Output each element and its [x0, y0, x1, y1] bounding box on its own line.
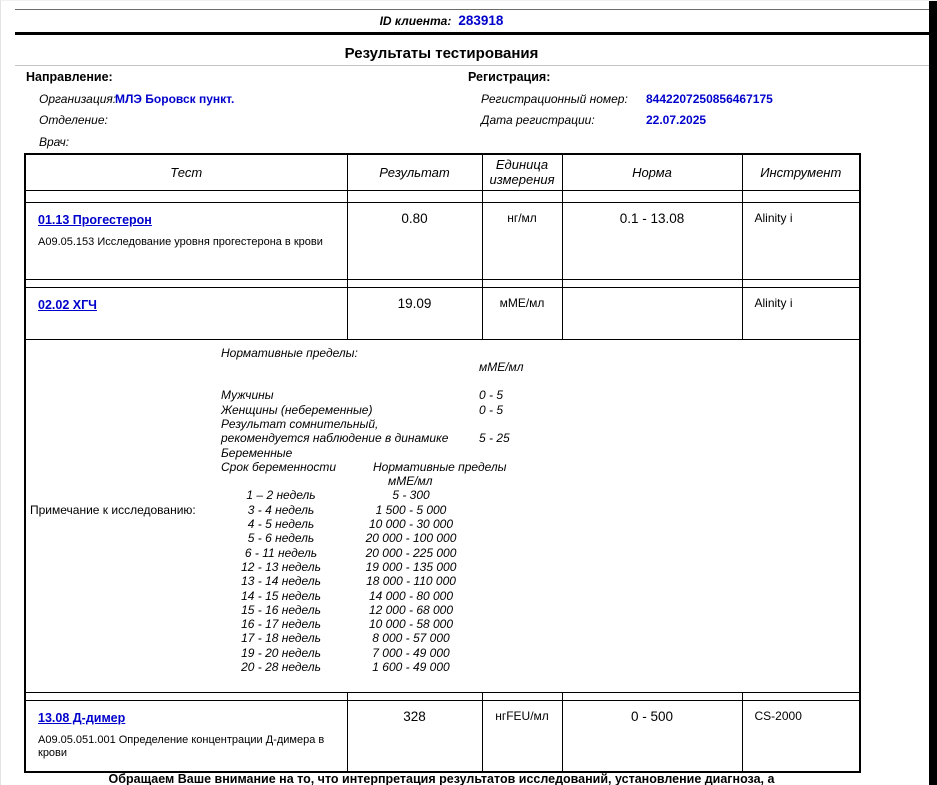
weeks: 4 - 5 недель — [247, 517, 315, 532]
limit-line — [221, 388, 859, 402]
range: 7 000 - 49 000 — [372, 645, 450, 660]
limit-line — [221, 403, 859, 417]
page-title: Результаты тестирования — [344, 45, 539, 62]
results-table — [24, 153, 861, 773]
limit-line — [221, 417, 859, 431]
title-underline-rule — [15, 65, 930, 66]
pregnancy-row — [221, 574, 859, 588]
limit-range: 0 - 5 — [479, 402, 504, 417]
test-cell — [25, 202, 347, 279]
registration-number-value: 8442207250856467175 — [646, 91, 773, 106]
table-row-hcg — [25, 287, 860, 339]
unit-value: нгFEU/мл — [482, 700, 562, 772]
spacer-row — [25, 190, 860, 202]
meta-section — [24, 67, 859, 153]
note-cell — [25, 339, 860, 692]
pregnancy-row — [221, 617, 859, 631]
registration-date-value: 22.07.2025 — [646, 113, 707, 127]
col-header-norm: Норма — [562, 154, 742, 190]
norm-value: 0.1 - 13.08 — [562, 202, 742, 279]
limits-unit-line — [221, 360, 859, 374]
test-cell — [25, 287, 347, 339]
instrument-value: Alinity i — [742, 202, 860, 279]
weeks: 5 - 6 недель — [247, 531, 315, 546]
pregnancy-unit: мМЕ/мл — [388, 474, 433, 489]
limit-name: Женщины (небеременные) — [221, 402, 373, 417]
note-row — [25, 339, 860, 692]
range: 19 000 - 135 000 — [365, 559, 457, 574]
test-cell — [25, 700, 347, 772]
weeks: 16 - 17 недель — [241, 617, 321, 632]
doctor-label: Врач: — [39, 134, 70, 149]
direction-section-label: Направление: — [26, 70, 113, 84]
pregnancy-row — [221, 589, 859, 603]
department-label: Отделение: — [39, 113, 108, 127]
spacer-row — [25, 692, 860, 700]
test-link[interactable]: 13.08 Д-димер — [38, 710, 126, 725]
instrument-value: Alinity i — [742, 287, 860, 339]
range: 10 000 - 58 000 — [368, 617, 454, 632]
limit-line — [221, 446, 859, 460]
range: 5 - 300 — [392, 488, 430, 503]
registration-number-row — [466, 89, 773, 111]
weeks: 20 - 28 недель — [241, 660, 321, 675]
limit-range: 0 - 5 — [479, 388, 504, 403]
pregnancy-row — [221, 531, 859, 545]
limit-name: рекомендуется наблюдение в динамике — [221, 431, 449, 446]
range: 20 000 - 100 000 — [365, 531, 457, 546]
department-row — [24, 110, 234, 132]
blank-line — [221, 374, 859, 388]
limits-unit: мМЕ/мл — [479, 359, 524, 374]
result-value: 328 — [347, 700, 482, 772]
col-header-result: Результат — [347, 154, 482, 190]
client-id-row — [24, 13, 859, 28]
pregnancy-col1-header: Срок беременности — [221, 459, 337, 474]
pregnancy-row — [221, 646, 859, 660]
range: 18 000 - 110 000 — [366, 574, 456, 589]
weeks: 19 - 20 недель — [241, 645, 321, 660]
footer-disclaimer: Обращаем Ваше внимание на то, что интерпретация результатов исследований, установление диагноза, а — [108, 772, 775, 785]
header-divider-rule — [15, 32, 930, 35]
organization-value: МЛЭ Боровск пункт. — [115, 91, 235, 106]
weeks: 15 - 16 недель — [241, 602, 321, 617]
spacer-row — [25, 279, 860, 287]
registration-date-row — [466, 110, 773, 132]
note-content — [221, 340, 859, 675]
limit-name: Результат сомнительный, — [221, 416, 379, 431]
col-header-unit: Единица измерения — [482, 154, 562, 190]
test-description: А09.05.051.001 Определение концентрации Д-димера в крови — [38, 733, 325, 759]
weeks: 6 - 11 недель — [244, 545, 318, 560]
pregnancy-row — [221, 660, 859, 674]
pregnancy-row — [221, 603, 859, 617]
range: 14 000 - 80 000 — [368, 588, 454, 603]
weeks: 1 – 2 недель — [246, 488, 316, 503]
weeks: 12 - 13 недель — [241, 559, 321, 574]
unit-value: мМЕ/мл — [482, 287, 562, 339]
client-id-label: ID клиента: — [379, 14, 452, 28]
pregnancy-row — [221, 488, 859, 502]
test-description: А09.05.153 Исследование уровня прогестерона в крови — [38, 235, 323, 248]
range: 1 600 - 49 000 — [372, 660, 450, 675]
registration-block — [466, 67, 773, 132]
note-label: Примечание к исследованию: — [30, 502, 196, 517]
limit-name: Беременные — [221, 445, 293, 460]
registration-date-label: Дата регистрации: — [481, 113, 595, 127]
pregnancy-row — [221, 503, 859, 517]
norm-value: 0 - 500 — [562, 700, 742, 772]
weeks: 3 - 4 недель — [247, 502, 315, 517]
pregnancy-unit-line — [221, 474, 859, 488]
limit-line — [221, 431, 859, 445]
limits-title: Нормативные пределы: — [221, 345, 358, 360]
pregnancy-col2-header: Нормативные пределы — [373, 459, 507, 474]
range: 10 000 - 30 000 — [368, 517, 454, 532]
weeks: 14 - 15 недель — [241, 588, 321, 603]
weeks: 13 - 14 недель — [241, 574, 321, 589]
doctor-row — [24, 132, 234, 154]
result-value: 0.80 — [347, 202, 482, 279]
col-header-test: Тест — [25, 154, 347, 190]
col-header-instrument: Инструмент — [742, 154, 860, 190]
pregnancy-row — [221, 546, 859, 560]
norm-value — [562, 287, 742, 339]
result-value: 19.09 — [347, 287, 482, 339]
organization-row — [24, 89, 234, 111]
test-link[interactable]: 02.02 ХГЧ — [38, 297, 97, 312]
limit-range: 5 - 25 — [479, 431, 510, 446]
table-row-progesterone — [25, 202, 860, 279]
registration-section-label: Регистрация: — [468, 70, 551, 84]
range: 8 000 - 57 000 — [372, 631, 450, 646]
weeks: 17 - 18 недель — [241, 631, 321, 646]
range: 12 000 - 68 000 — [368, 602, 454, 617]
instrument-value: CS-2000 — [742, 700, 860, 772]
direction-block — [24, 67, 234, 153]
limit-name: Мужчины — [221, 388, 274, 403]
pregnancy-row — [221, 631, 859, 645]
top-rule — [15, 9, 930, 10]
range: 1 500 - 5 000 — [375, 502, 447, 517]
registration-number-label: Регистрационный номер: — [481, 91, 628, 106]
pregnancy-table-header — [221, 460, 859, 474]
table-header-row — [25, 154, 860, 190]
right-edge-bar — [929, 1, 937, 785]
client-id-value: 283918 — [458, 13, 504, 28]
range: 20 000 - 225 000 — [365, 545, 457, 560]
unit-value: нг/мл — [482, 202, 562, 279]
pregnancy-row — [221, 517, 859, 531]
organization-label: Организация: — [39, 91, 117, 106]
table-row-ddimer — [25, 700, 860, 772]
test-link[interactable]: 01.13 Прогестерон — [38, 212, 152, 227]
pregnancy-row — [221, 560, 859, 574]
